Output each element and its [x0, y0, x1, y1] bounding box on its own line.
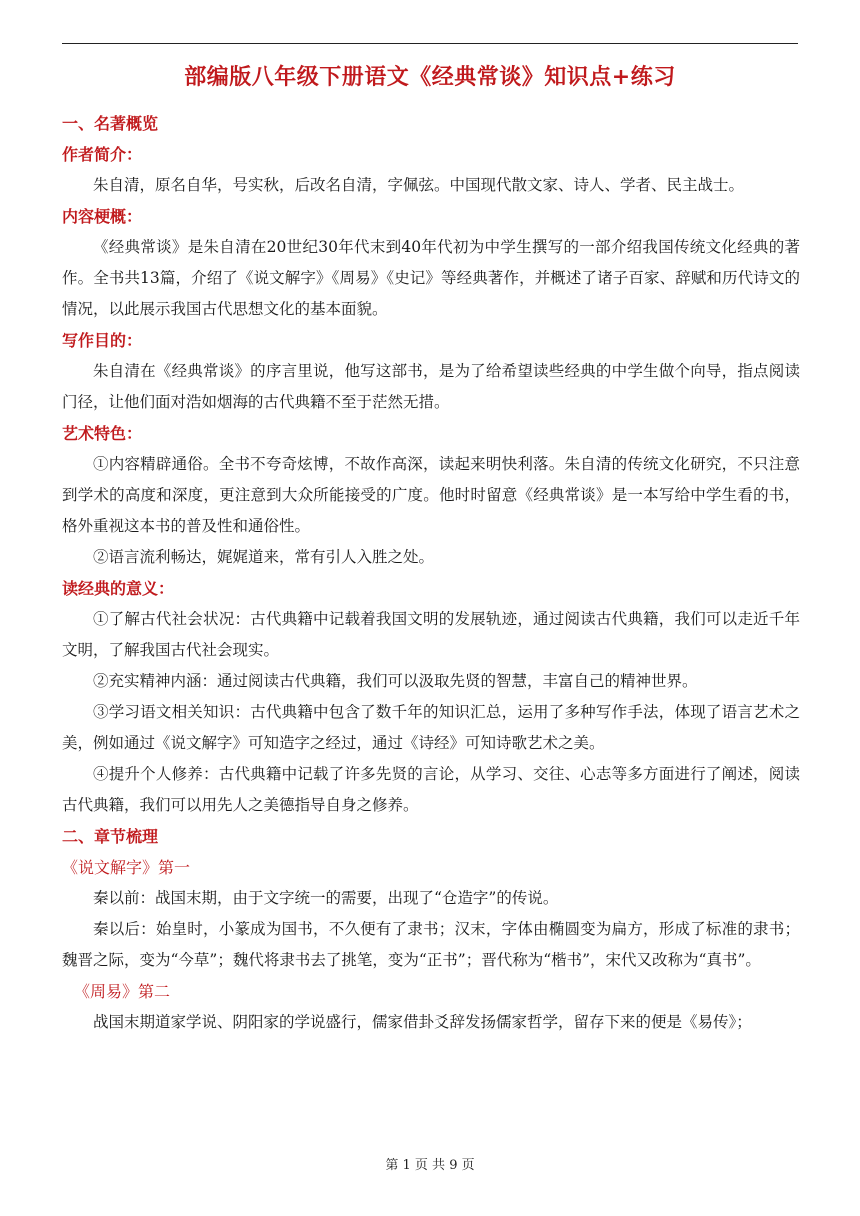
significance-item: ②充实精神内涵：通过阅读古代典籍，我们可以汲取先贤的智慧，丰富自己的精神世界。: [93, 672, 698, 690]
significance-heading: 读经典的意义：: [62, 579, 175, 598]
chapter-heading-shuowen: 《说文解字》第一: [62, 858, 191, 877]
document-body: [62, 108, 800, 1038]
document-title: 部编版八年级下册语文《经典常谈》知识点+练习: [184, 64, 676, 90]
feature-item: ②语言流利畅达，娓娓道来，常有引人入胜之处。: [93, 548, 435, 566]
page-number-footer: 第 1 页 共 9 页: [385, 1158, 475, 1173]
chapter-paragraph: 战国末期道家学说、阴阳家的学说盛行，儒家借卦爻辞发扬儒家哲学，留存下来的便是《易传》；: [93, 1013, 752, 1031]
chapter-paragraph: 秦以后：始皇时，小篆成为国书，不久便有了隶书；汉末，字体由椭圆变为扁方，形成了标准的隶书；魏晋之际，变为“今草”；魏代将隶书去了挑笔，变为“正书”；晋代称为“楷书”，宋代又改称为“真书”。: [62, 920, 800, 969]
chapter-paragraph: 秦以前：战国末期，由于文字统一的需要，出现了“仓造字”的传说。: [93, 889, 559, 907]
author-intro-heading: 作者简介：: [62, 145, 143, 164]
feature-item: ①内容精辟通俗。全书不夸奇炫博，不故作高深，读起来明快利落。朱自清的传统文化研究，不只注意到学术的高度和深度，更注意到大众所能接受的广度。他时时留意《经典常谈》是一本写给中学生看的书，格外重视这本书的普及性和通俗性。: [62, 455, 800, 535]
section-heading-overview: 一、名著概览: [62, 114, 159, 133]
summary-text: 《经典常谈》是朱自清在20世纪30年代末到40年代初为中学生撰写的一部介绍我国传统文化经典的著作。全书共13篇，介绍了《说文解字》《周易》《史记》等经典著作，并概述了诸子百家、辞赋和历代诗文的情况，以此展示我国古代思想文化的基本面貌。: [62, 238, 800, 318]
significance-item: ①了解古代社会状况：古代典籍中记载着我国文明的发展轨迹，通过阅读古代典籍，我们可以走近千年文明，了解我国古代社会现实。: [62, 610, 800, 659]
section-heading-chapters: 二、章节梳理: [62, 827, 159, 846]
header-rule: [62, 43, 798, 44]
significance-item: ④提升个人修养：古代典籍中记载了许多先贤的言论，从学习、交往、心志等多方面进行了阐述，阅读古代典籍，我们可以用先人之美德指导自身之修养。: [62, 765, 800, 814]
summary-heading: 内容梗概：: [62, 207, 143, 226]
features-heading: 艺术特色：: [62, 424, 143, 443]
author-intro-text: 朱自清，原名自华，号实秋，后改名自清，字佩弦。中国现代散文家、诗人、学者、民主战士。: [93, 176, 745, 194]
purpose-heading: 写作目的：: [62, 331, 143, 350]
purpose-text: 朱自清在《经典常谈》的序言里说，他写这部书，是为了给希望读些经典的中学生做个向导，指点阅读门径，让他们面对浩如烟海的古代典籍不至于茫然无措。: [62, 362, 800, 411]
chapter-heading-zhouyi: 《周易》第二: [74, 982, 171, 1001]
significance-item: ③学习语文相关知识：古代典籍中包含了数千年的知识汇总，运用了多种写作手法，体现了语言艺术之美，例如通过《说文解字》可知造字之经过，通过《诗经》可知诗歌艺术之美。: [62, 703, 800, 752]
